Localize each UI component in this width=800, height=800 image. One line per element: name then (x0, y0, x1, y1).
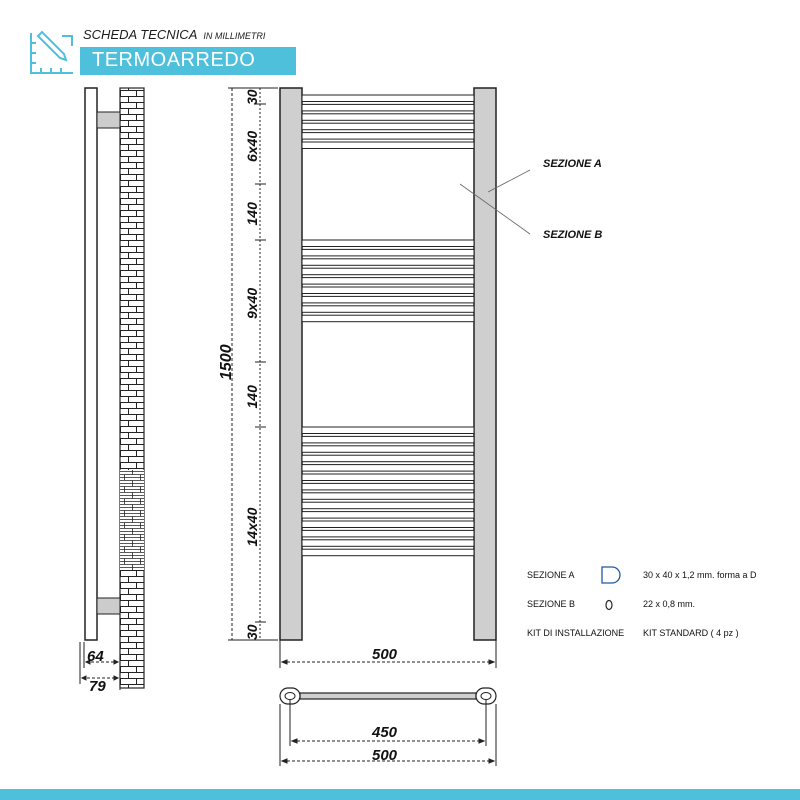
tube (302, 249, 474, 256)
depth-small-label: 64 (87, 648, 104, 665)
tube (302, 465, 474, 472)
tube (302, 287, 474, 294)
tube (302, 123, 474, 130)
section-b-callout: SEZIONE B (543, 229, 603, 241)
spec-label-section-a: SEZIONE A (527, 570, 575, 580)
segment-dimension-label: 14x40 (244, 507, 260, 547)
tube (302, 549, 474, 556)
ruler-pencil-icon (31, 32, 73, 73)
tube (302, 446, 474, 453)
top-width-label: 500 (372, 747, 398, 764)
total-height-label: 1500 (218, 344, 235, 380)
segment-dimension-label: 6x40 (244, 130, 260, 162)
product-name: TERMOARREDO (92, 49, 256, 71)
tube (302, 474, 474, 481)
tube (302, 512, 474, 518)
tube (302, 427, 474, 434)
spec-value-section-a: 30 x 40 x 1,2 mm. forma a D (643, 570, 757, 580)
horizontal-tubes (302, 95, 474, 556)
top-view (280, 688, 496, 704)
segment-dimension-label: 30 (244, 89, 260, 105)
tube (302, 278, 474, 285)
segment-dimension-label: 140 (244, 202, 260, 226)
spec-value-kit: KIT STANDARD ( 4 pz ) (643, 628, 739, 638)
section-a-callout: SEZIONE A (543, 158, 602, 170)
wall-section-dense (120, 470, 144, 570)
tube (302, 521, 474, 528)
side-view (80, 88, 144, 695)
tube (302, 296, 474, 303)
interaxis-label: 450 (372, 724, 398, 741)
tube (302, 114, 474, 121)
segment-dimension-label: 9x40 (244, 287, 260, 319)
radiator-side-profile (85, 88, 97, 640)
tube (302, 259, 474, 266)
tube (302, 104, 474, 111)
height-dimensions (228, 88, 278, 640)
depth-large-label: 79 (89, 678, 106, 695)
left-collector (280, 88, 302, 640)
tube (302, 240, 474, 247)
tube (302, 530, 474, 537)
front-width-label: 500 (372, 646, 398, 663)
spec-value-section-b: 22 x 0,8 mm. (643, 599, 696, 609)
top-bracket (97, 112, 120, 128)
tube (302, 493, 474, 500)
sheet-title-text: SCHEDA TECNICA (83, 27, 198, 42)
spec-label-section-b: SEZIONE B (527, 599, 576, 609)
tube (302, 540, 474, 547)
d-shape-icon (602, 567, 620, 583)
segment-dimension-label: 30 (244, 624, 260, 640)
tube (302, 436, 474, 443)
bottom-bracket (97, 598, 120, 614)
tube (302, 306, 474, 313)
tube (302, 315, 474, 322)
tube (302, 502, 474, 509)
spec-label-kit: KIT DI INSTALLAZIONE (527, 628, 625, 638)
right-collector (474, 88, 496, 640)
segment-dimension-label: 140 (244, 385, 260, 409)
tube (302, 483, 474, 490)
tube (302, 133, 474, 140)
wall-section (120, 88, 144, 688)
tube (302, 455, 474, 462)
tube (302, 268, 474, 275)
front-view (280, 88, 496, 640)
sheet-subtitle: IN MILLIMETRI (203, 31, 266, 41)
footer-band (0, 789, 800, 800)
tube (302, 142, 474, 149)
tube (302, 95, 474, 102)
oval-shape-icon (606, 601, 612, 610)
